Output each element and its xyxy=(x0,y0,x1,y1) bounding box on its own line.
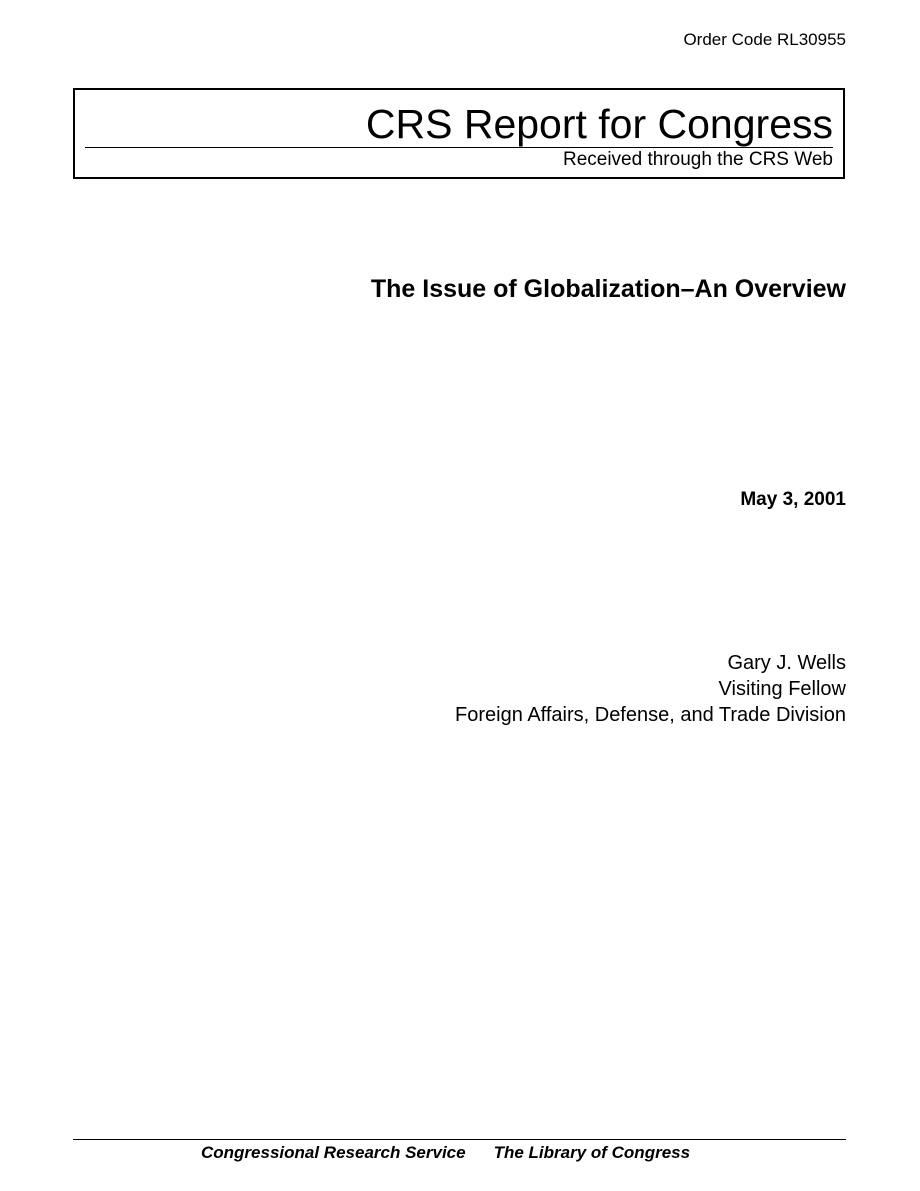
masthead-subtitle: Received through the CRS Web xyxy=(562,149,833,170)
report-title: The Issue of Globalization–An Overview xyxy=(370,275,846,303)
masthead-title: CRS Report for Congress xyxy=(365,101,833,147)
masthead-divider xyxy=(85,147,833,148)
footer-divider xyxy=(73,1139,846,1140)
author-block xyxy=(455,650,846,728)
footer-library: The Library of Congress xyxy=(493,1143,691,1162)
order-code: Order Code RL30955 xyxy=(683,30,846,49)
report-date: May 3, 2001 xyxy=(740,489,846,510)
author-division: Foreign Affairs, Defense, and Trade Division xyxy=(455,704,846,726)
masthead-box xyxy=(73,88,845,179)
author-position: Visiting Fellow xyxy=(718,678,846,700)
footer-organization: Congressional Research Service xyxy=(201,1143,466,1162)
footer xyxy=(201,1143,690,1163)
author-name: Gary J. Wells xyxy=(727,652,846,674)
